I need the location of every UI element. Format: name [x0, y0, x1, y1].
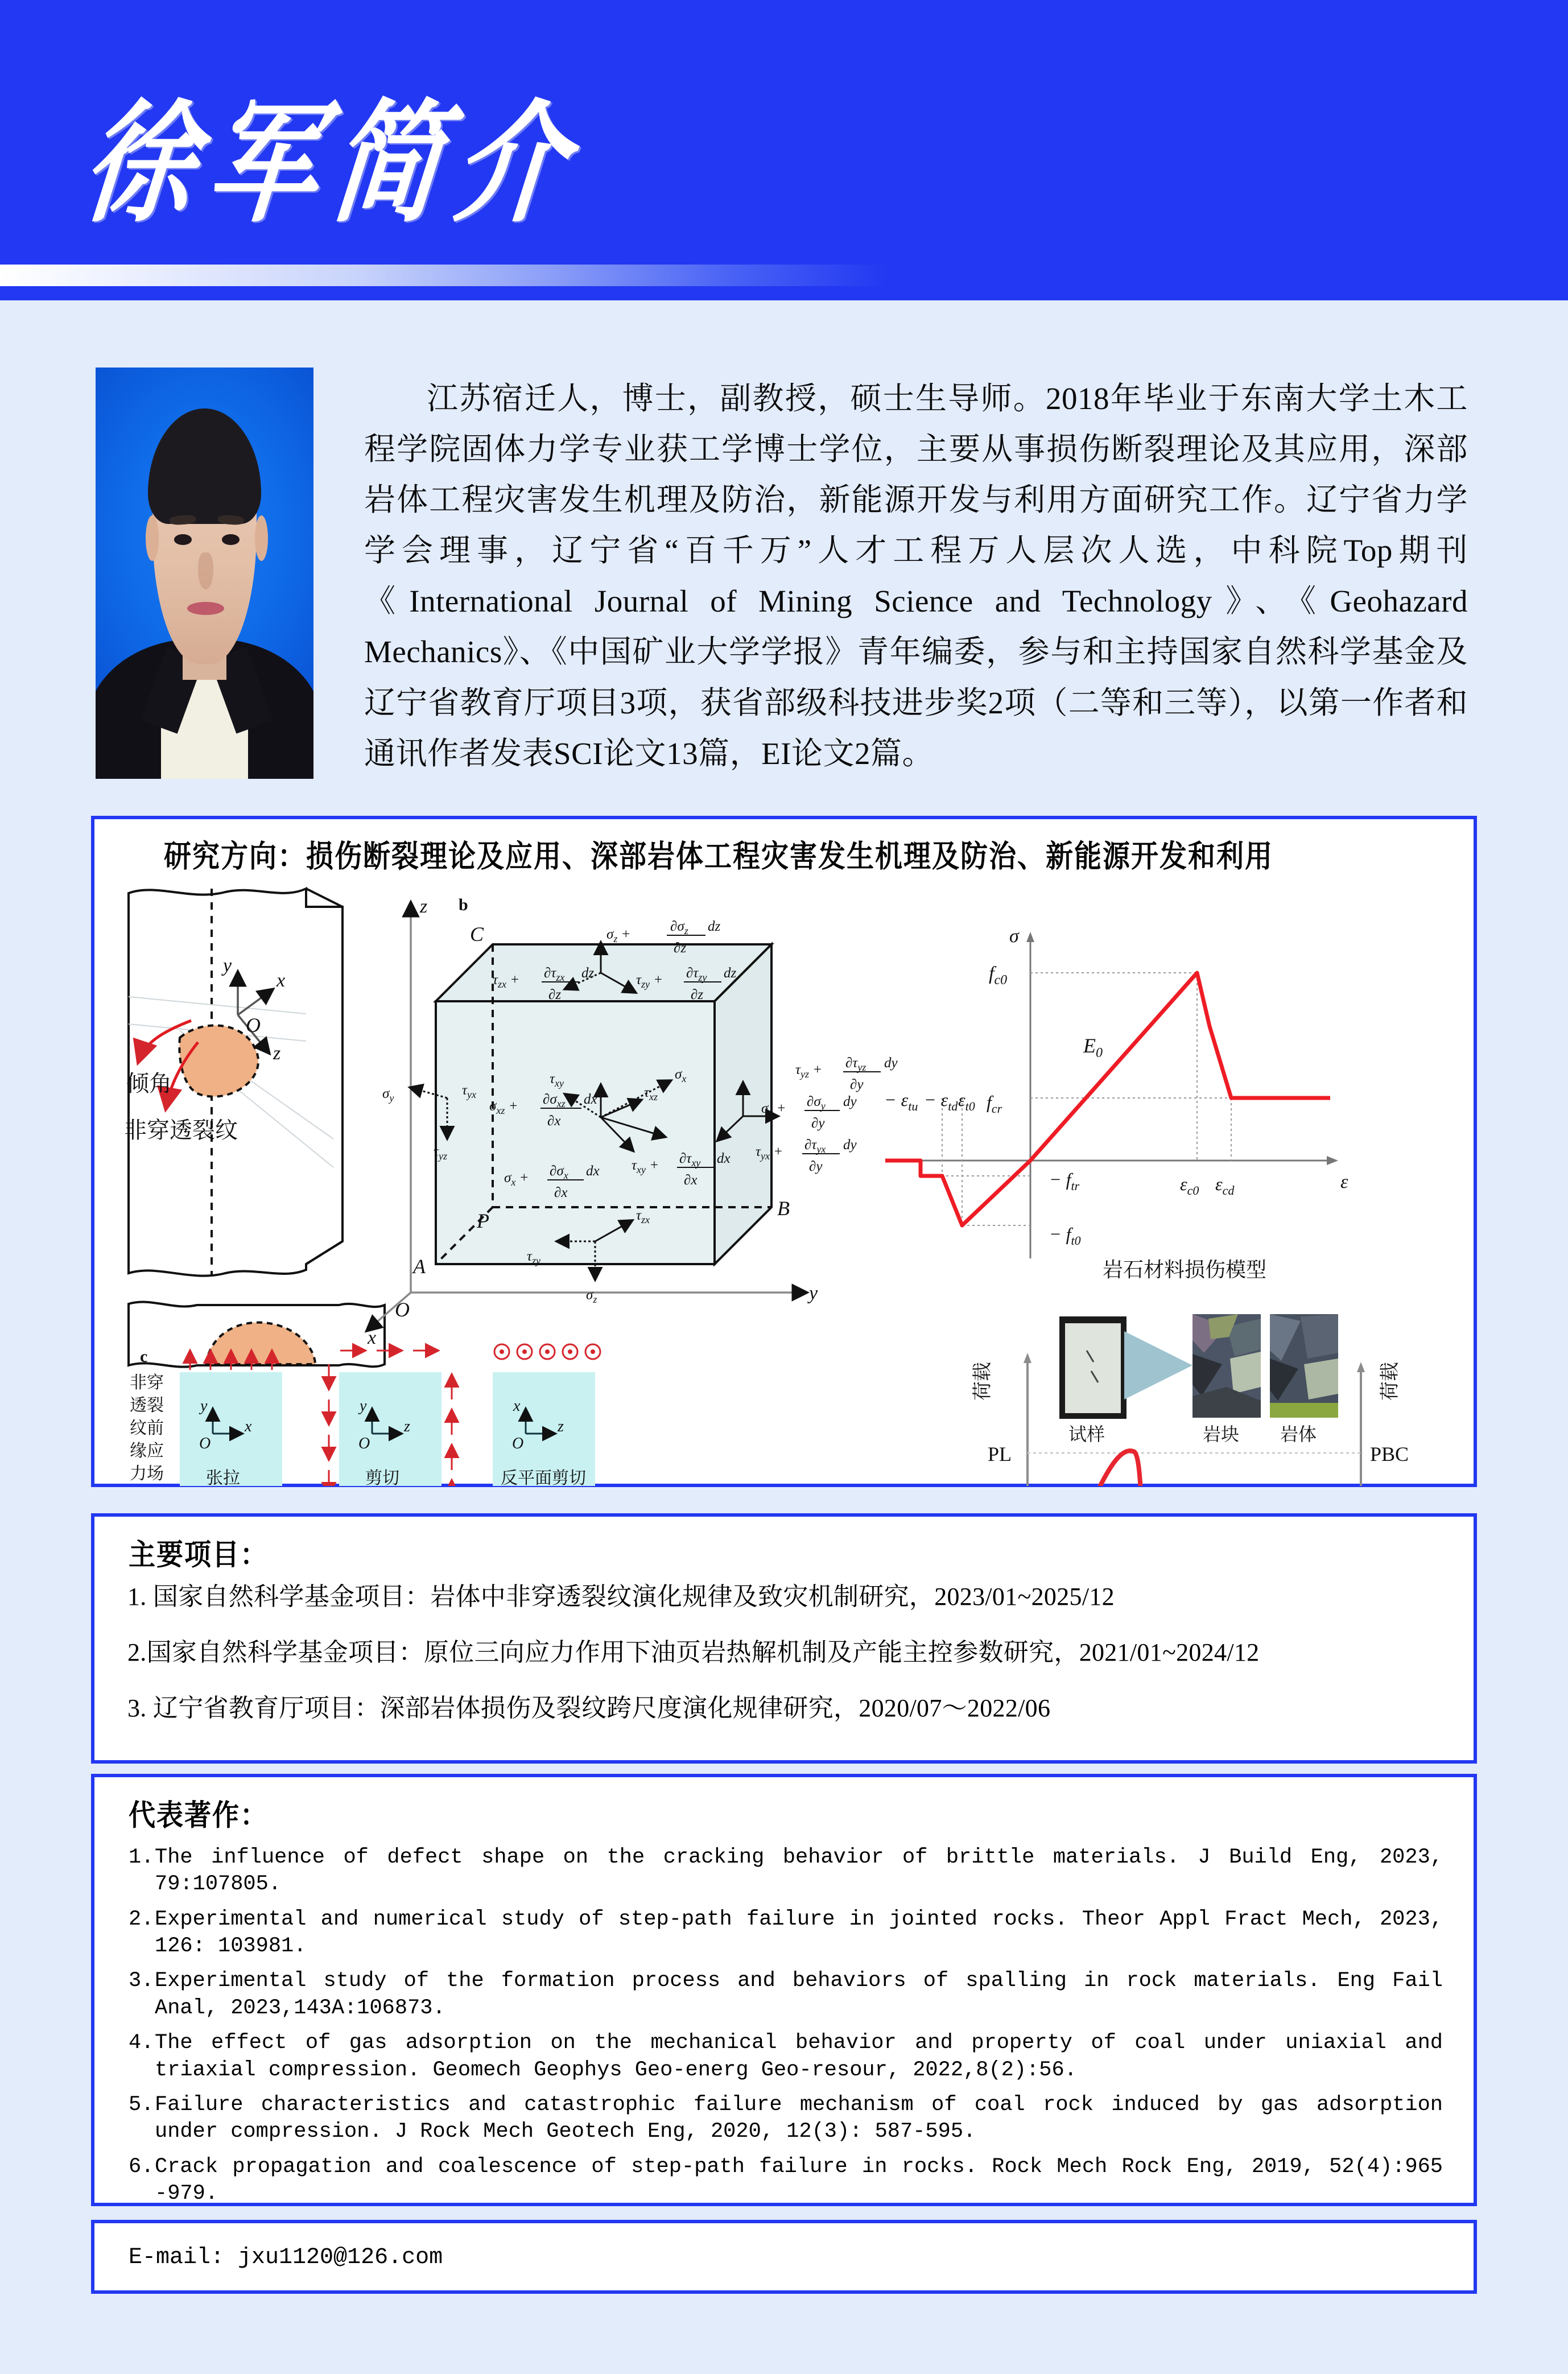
svg-text:缘应: 缘应	[130, 1442, 164, 1460]
publication-item	[129, 2030, 1443, 2084]
publications-list	[129, 1844, 1443, 2215]
svg-text:∂y: ∂y	[809, 1159, 823, 1174]
damage-chart-caption: 岩石材料损伤模型	[1103, 1258, 1267, 1281]
svg-text:τxy +: $\tau_{xy}$ +	[632, 1158, 659, 1175]
rock-mass-label: 岩体	[1280, 1424, 1317, 1444]
publication-text: Crack propagation and coalescence of step-path failure in rocks. Rock Mech Rock Eng, 2019, 52(4):965 -979.	[155, 2154, 1443, 2206]
publication-text: The effect of gas adsorption on the mechanical behavior and property of coal under uniaxial and triaxial compression. Geomech Geophys Geo-energ Geo-resour, 2022,8(2):56.	[155, 2031, 1443, 2082]
svg-text:y: y	[809, 1283, 818, 1304]
load-axis-left: 荷载	[972, 1362, 993, 1401]
svg-text:∂τzx: $\partial\tau_{zx}$	[544, 965, 565, 983]
svg-text:∂σy: $\partial\sigma_y$	[807, 1094, 826, 1112]
page-title: 徐军简介	[76, 92, 587, 238]
svg-text:∂x: ∂x	[684, 1172, 698, 1188]
svg-text:dz: dz	[581, 965, 595, 981]
svg-text:透裂: 透裂	[130, 1396, 164, 1415]
rock-block-photo	[1192, 1314, 1261, 1418]
svg-text:τyx: $\tau_{yx}$	[462, 1083, 476, 1100]
publication-number: 2.	[129, 1907, 154, 1931]
svg-text:− εtu: − $\varepsilon_{tu}$	[884, 1089, 918, 1113]
publication-item	[129, 1968, 1443, 2022]
publication-number: 1.	[129, 1845, 154, 1869]
publication-number: 4.	[129, 2031, 154, 2055]
svg-text:∂τzy: $\partial\tau_{zy}$	[686, 965, 707, 983]
tick-pbc: PBC	[1370, 1443, 1409, 1465]
svg-text:y: y	[360, 1397, 367, 1415]
svg-text:∂z: ∂z	[674, 940, 687, 956]
svg-text:∂z: ∂z	[691, 987, 704, 1002]
svg-text:dx: dx	[717, 1151, 731, 1166]
rock-mass-photo	[1270, 1314, 1338, 1418]
header-gradient-rule	[0, 265, 888, 286]
panel-b-tag: b	[459, 895, 468, 914]
svg-text:x: x	[513, 1397, 521, 1415]
publication-item	[129, 2092, 1443, 2146]
svg-text:dy: dy	[843, 1137, 857, 1153]
svg-text:− ftr: − $f_{tr}$	[1049, 1169, 1080, 1193]
mode-2-label: 剪切	[365, 1469, 399, 1486]
publications-heading: 代表著作：	[129, 1799, 268, 1832]
specimen-label: 试样	[1068, 1424, 1105, 1444]
svg-text:A: A	[413, 1255, 426, 1278]
svg-text:τyx +: $\tau_{yx}$ +	[756, 1144, 783, 1162]
portrait-ear-right	[255, 515, 268, 561]
svg-text:τzx +: $\tau_{zx}$ +	[493, 972, 520, 990]
svg-text:τyz +: $\tau_{yz}$ +	[795, 1062, 823, 1080]
panel-c-side-label	[130, 1373, 164, 1486]
svg-text:∂z: ∂z	[548, 987, 562, 1002]
bio-paragraph: 江苏宿迁人，博士，副教授，硕士生导师。2018年毕业于东南大学土木工程学院固体力学专业获工学博士学位，主要从事损伤断裂理论及其应用，深部岩体工程灾害发生机理及防治，新能源开发与利用方面研究工作。辽宁省力学学会理事，辽宁省“百千万”人才工程万人层次人选，中科院Top期刊《International Journal of Mining Science and Technology》、《Geohazard Mechanics》、《中国矿业大学学报》青年编委，参与和主持国家自然科学基金及辽宁省教育厅项目3项，获省部级科技进步奖2项（二等和三等），以第一作者和通讯作者发表SCI论文13篇，EI论文2篇。	[364, 381, 1468, 771]
projects-list	[127, 1584, 1436, 1752]
svg-text:x: x	[368, 1327, 377, 1348]
svg-text:非穿: 非穿	[130, 1373, 164, 1392]
svg-text:O: O	[358, 1435, 370, 1452]
svg-text:σz +: $\sigma_z$ +	[606, 927, 631, 944]
svg-text:εcd: $\varepsilon_{cd}$	[1215, 1174, 1235, 1198]
portrait-eye-right	[222, 534, 240, 545]
svg-text:E0: $E_0$	[1083, 1034, 1103, 1060]
page-header	[0, 0, 1568, 300]
research-diagram	[94, 872, 1474, 1486]
publications-panel	[91, 1774, 1477, 2206]
publication-number: 3.	[129, 1969, 154, 1993]
svg-text:εc0: $\varepsilon_{c0}$	[1180, 1174, 1199, 1198]
svg-text:σy +: $\sigma_y$ +	[761, 1101, 786, 1118]
svg-text:σx: $\sigma_x$	[675, 1067, 687, 1084]
svg-text:x: x	[245, 1418, 252, 1435]
load-displacement-chart	[972, 1314, 1411, 1486]
svg-text:y: y	[200, 1397, 208, 1415]
svg-text:σx +: $\sigma_x$ +	[504, 1170, 529, 1188]
publication-text: Failure characteristics and catastrophic failure mechanism of coal rock induced by gas adsorption under compression. J Rock Mech Geotech Eng, 2020, 12(3): 587-595.	[155, 2092, 1443, 2144]
svg-text:B: B	[777, 1197, 790, 1220]
svg-text:z: z	[273, 1043, 281, 1064]
svg-text:τzy: $\tau_{zy}$	[527, 1249, 540, 1266]
svg-text:O: O	[199, 1435, 211, 1452]
project-item: 1. 国家自然科学基金项目：岩体中非穿透裂纹演化规律及致灾机制研究，2023/01~2025/12	[127, 1583, 1115, 1611]
svg-text:∂σz: $\partial\sigma_z$	[670, 919, 688, 936]
mode-1-label: 张拉	[206, 1469, 240, 1486]
svg-text:dz: dz	[724, 965, 737, 981]
svg-text:∂x: ∂x	[547, 1113, 561, 1129]
portrait-eye-left	[174, 534, 192, 545]
svg-text:τzx: $\tau_{zx}$	[636, 1208, 650, 1225]
svg-text:∂τxy: $\partial\tau_{xy}$	[679, 1151, 701, 1169]
email-line: E-mail: jxu1120@126.com	[129, 2245, 443, 2270]
svg-text:z: z	[558, 1418, 564, 1435]
panel-b	[382, 895, 898, 1305]
svg-text:z: z	[420, 896, 428, 917]
svg-text:dy: dy	[843, 1094, 857, 1109]
svg-text:∂x: ∂x	[554, 1185, 568, 1200]
svg-text:O: O	[512, 1435, 524, 1452]
svg-text:O: O	[246, 1014, 261, 1037]
projects-panel	[91, 1513, 1477, 1764]
panel-a-crack-label: 非穿透裂纹	[124, 1118, 238, 1143]
bio-section	[0, 300, 1568, 801]
svg-text:τxy: $\tau_{xy}$	[550, 1071, 564, 1089]
portrait-nose	[198, 552, 213, 589]
svg-text:纹前: 纹前	[130, 1419, 164, 1438]
publication-item	[129, 1906, 1443, 1960]
svg-text:σz: $\sigma_z$	[586, 1287, 597, 1305]
portrait-ear-left	[146, 515, 159, 561]
svg-text:x: x	[277, 970, 286, 991]
publication-text: Experimental and numerical study of step-path failure in jointed rocks. Theor Appl Fract Mech, 2023, 126: 103981.	[155, 1907, 1443, 1959]
panel-c-tag: c	[140, 1347, 148, 1366]
svg-text:∂τyx: $\partial\tau_{yx}$	[804, 1137, 826, 1155]
research-direction-title: 研究方向：损伤断裂理论及应用、深部岩体工程灾害发生机理及防治、新能源开发和利用	[164, 840, 1274, 874]
publication-number: 5.	[129, 2092, 154, 2117]
svg-text:dy: dy	[884, 1055, 898, 1071]
svg-text:τyz: $\tau_{yz}$	[434, 1144, 447, 1162]
svg-text:力场: 力场	[130, 1464, 164, 1483]
svg-text:− εtd: − $\varepsilon_{td}$	[924, 1089, 958, 1113]
svg-text:σxz +: $\sigma_{xz}$ +	[489, 1099, 518, 1116]
svg-text:O: O	[395, 1298, 410, 1321]
panel-a	[124, 889, 385, 1367]
svg-text:∂y: ∂y	[850, 1077, 864, 1092]
publication-item	[129, 2154, 1443, 2208]
contact-panel	[91, 2220, 1477, 2294]
tick-pl: PL	[988, 1443, 1012, 1465]
svg-text:fc0: $f_{c0}$	[989, 963, 1008, 988]
svg-text:dx: dx	[586, 1163, 600, 1179]
publication-item	[129, 1844, 1443, 1898]
publication-text: The influence of defect shape on the cracking behavior of brittle materials. J Build Eng, 2023, 79:107805.	[155, 1845, 1443, 1897]
svg-text:∂τyz: $\partial\tau_{yz}$	[845, 1055, 866, 1073]
svg-text:∂σx: $\partial\sigma_x$	[550, 1163, 568, 1181]
damage-x-axis-label: ε	[1340, 1171, 1348, 1192]
svg-text:dx: dx	[584, 1092, 597, 1107]
panel-a-angle-label: 倾角	[126, 1071, 172, 1096]
svg-text:P: P	[477, 1209, 489, 1232]
avatar	[96, 368, 313, 779]
svg-text:y: y	[223, 955, 232, 976]
damage-y-axis-label: σ	[1009, 926, 1019, 947]
research-direction-panel	[91, 816, 1477, 1487]
svg-text:∂σxz: $\partial\sigma_{xz}$	[543, 1092, 566, 1109]
load-axis-right: 荷载	[1379, 1362, 1401, 1401]
svg-text:fcr: $f_{cr}$	[987, 1092, 1002, 1116]
mode-3-label: 反平面剪切	[501, 1469, 586, 1486]
project-item: 2.国家自然科学基金项目：原位三向应力作用下油页岩热解机制及产能主控参数研究，2021/01~2024/12	[127, 1638, 1260, 1667]
svg-text:z: z	[404, 1418, 410, 1435]
publication-text: Experimental study of the formation process and behaviors of spalling in rock materials. Eng Fail Anal, 2023,143A:106873.	[155, 1969, 1443, 2020]
rock-block-label: 岩块	[1203, 1424, 1240, 1444]
rock-damage-chart	[884, 926, 1348, 1281]
svg-text:− ft0: − $f_{t0}$	[1049, 1224, 1081, 1248]
projects-heading: 主要项目：	[129, 1539, 268, 1572]
svg-text:∂y: ∂y	[811, 1116, 825, 1131]
svg-text:dz: dz	[708, 919, 721, 934]
svg-text:σy: $\sigma_y$	[382, 1086, 394, 1104]
svg-text:C: C	[470, 923, 484, 946]
svg-text:εt0: $\varepsilon_{t0}$	[958, 1089, 975, 1113]
publication-number: 6.	[129, 2154, 154, 2179]
svg-text:τxz: $\tau_{xz}$	[644, 1085, 658, 1103]
svg-text:τzy +: $\tau_{zy}$ +	[636, 972, 663, 990]
project-item: 3. 辽宁省教育厅项目：深部岩体损伤及裂纹跨尺度演化规律研究，2020/07～2022/06	[127, 1694, 1051, 1723]
